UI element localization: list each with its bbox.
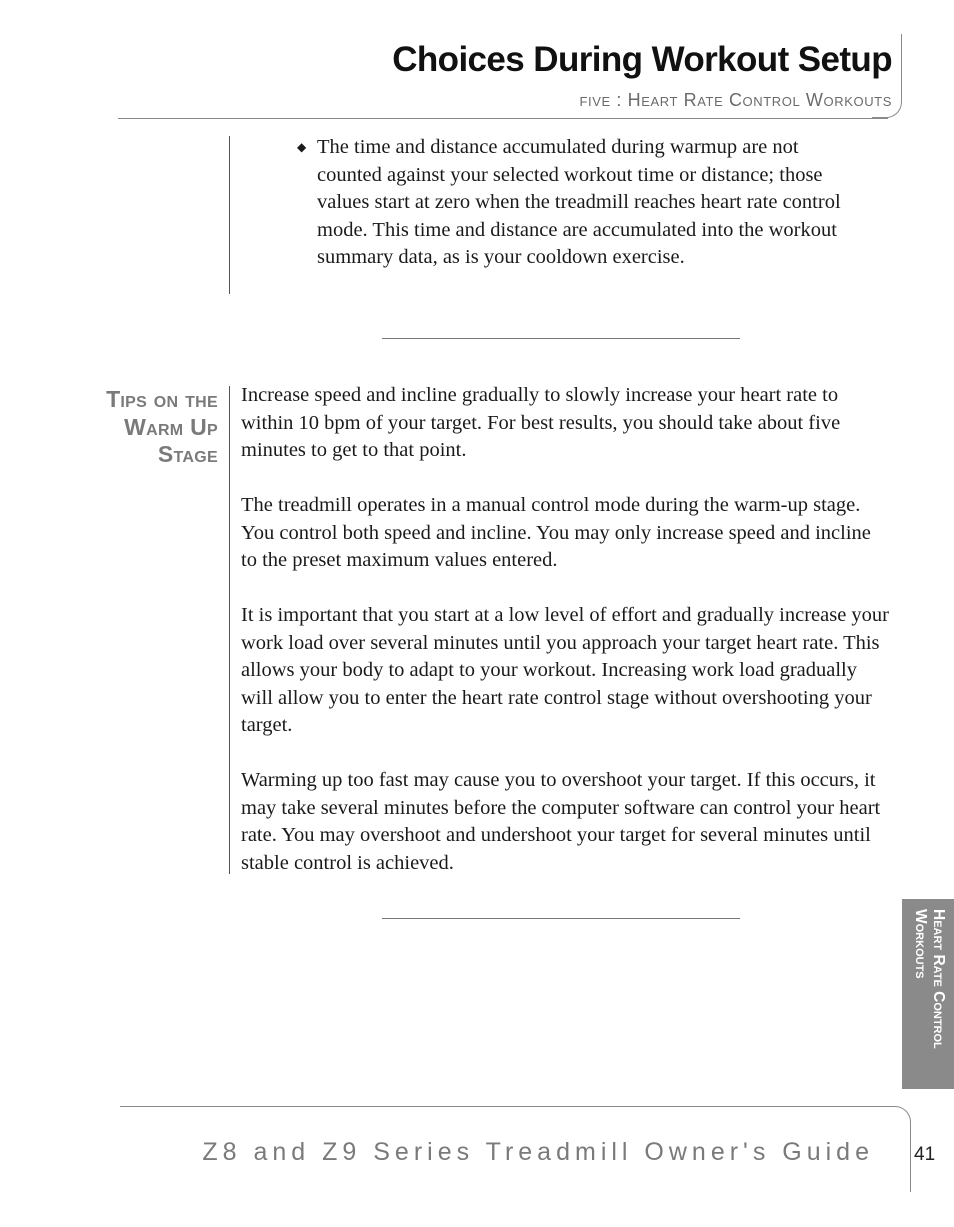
section-heading-line-2: Warm Up xyxy=(124,413,218,440)
paragraph: Increase speed and incline gradually to slowly increase your heart rate to within 10 bpm of your target. For best results, you should take about five minutes to get to that point. xyxy=(241,384,841,461)
page-number: 41 xyxy=(914,1144,936,1165)
side-tab-line-2: Workouts xyxy=(912,909,929,979)
bullet-text: The time and distance accumulated during warmup are not counted against your selected workout time or distance; those values start at zero when the treadmill reaches heart rate control mode. This time and distance are accumulated into the workout summary data, as is your cooldown exercise. xyxy=(317,136,841,268)
chapter-side-tab xyxy=(902,899,954,1089)
section-divider-top xyxy=(382,338,740,339)
paragraph: It is important that you start at a low level of effort and gradually increase your work load over several minutes until you approach your target heart rate. This allows your body to adapt to your workout. Increasing work load gradually will allow you to enter the heart rate control stage without overshooting your target. xyxy=(241,604,890,736)
section-divider-bottom xyxy=(382,918,740,919)
header-rule xyxy=(118,118,888,119)
section-heading-line-1: Tips on the xyxy=(106,386,218,412)
section-body xyxy=(241,382,889,905)
paragraph: Warming up too fast may cause you to overshoot your target. If this occurs, it may take several minutes before the computer software can control your heart rate. You may overshoot and undershoot your target for several minutes until stable control is achieved. xyxy=(241,769,881,874)
chapter-subtitle: five : Heart Rate Control Workouts xyxy=(579,90,892,110)
diamond-bullet-icon: ◆ xyxy=(297,140,307,154)
bullet-margin-bar xyxy=(229,136,230,294)
section-margin-bar xyxy=(229,386,230,874)
bullet-item xyxy=(297,134,842,272)
header-rule-corner xyxy=(872,34,902,118)
paragraph: The treadmill operates in a manual control mode during the warm-up stage. You control both speed and incline. You may only increase speed and incline to the preset maximum values entered. xyxy=(241,494,871,571)
side-tab-line-1: Heart Rate Control xyxy=(930,909,947,1049)
footer-guide-title: Z8 and Z9 Series Treadmill Owner's Guide xyxy=(202,1138,874,1166)
chapter-side-tab-label xyxy=(902,899,954,1089)
section-heading-line-3: Stage xyxy=(157,441,218,467)
footer-rule-corner xyxy=(880,1106,911,1192)
page-title: Choices During Workout Setup xyxy=(392,40,892,79)
footer-rule xyxy=(120,1106,892,1107)
section-heading xyxy=(60,386,218,469)
